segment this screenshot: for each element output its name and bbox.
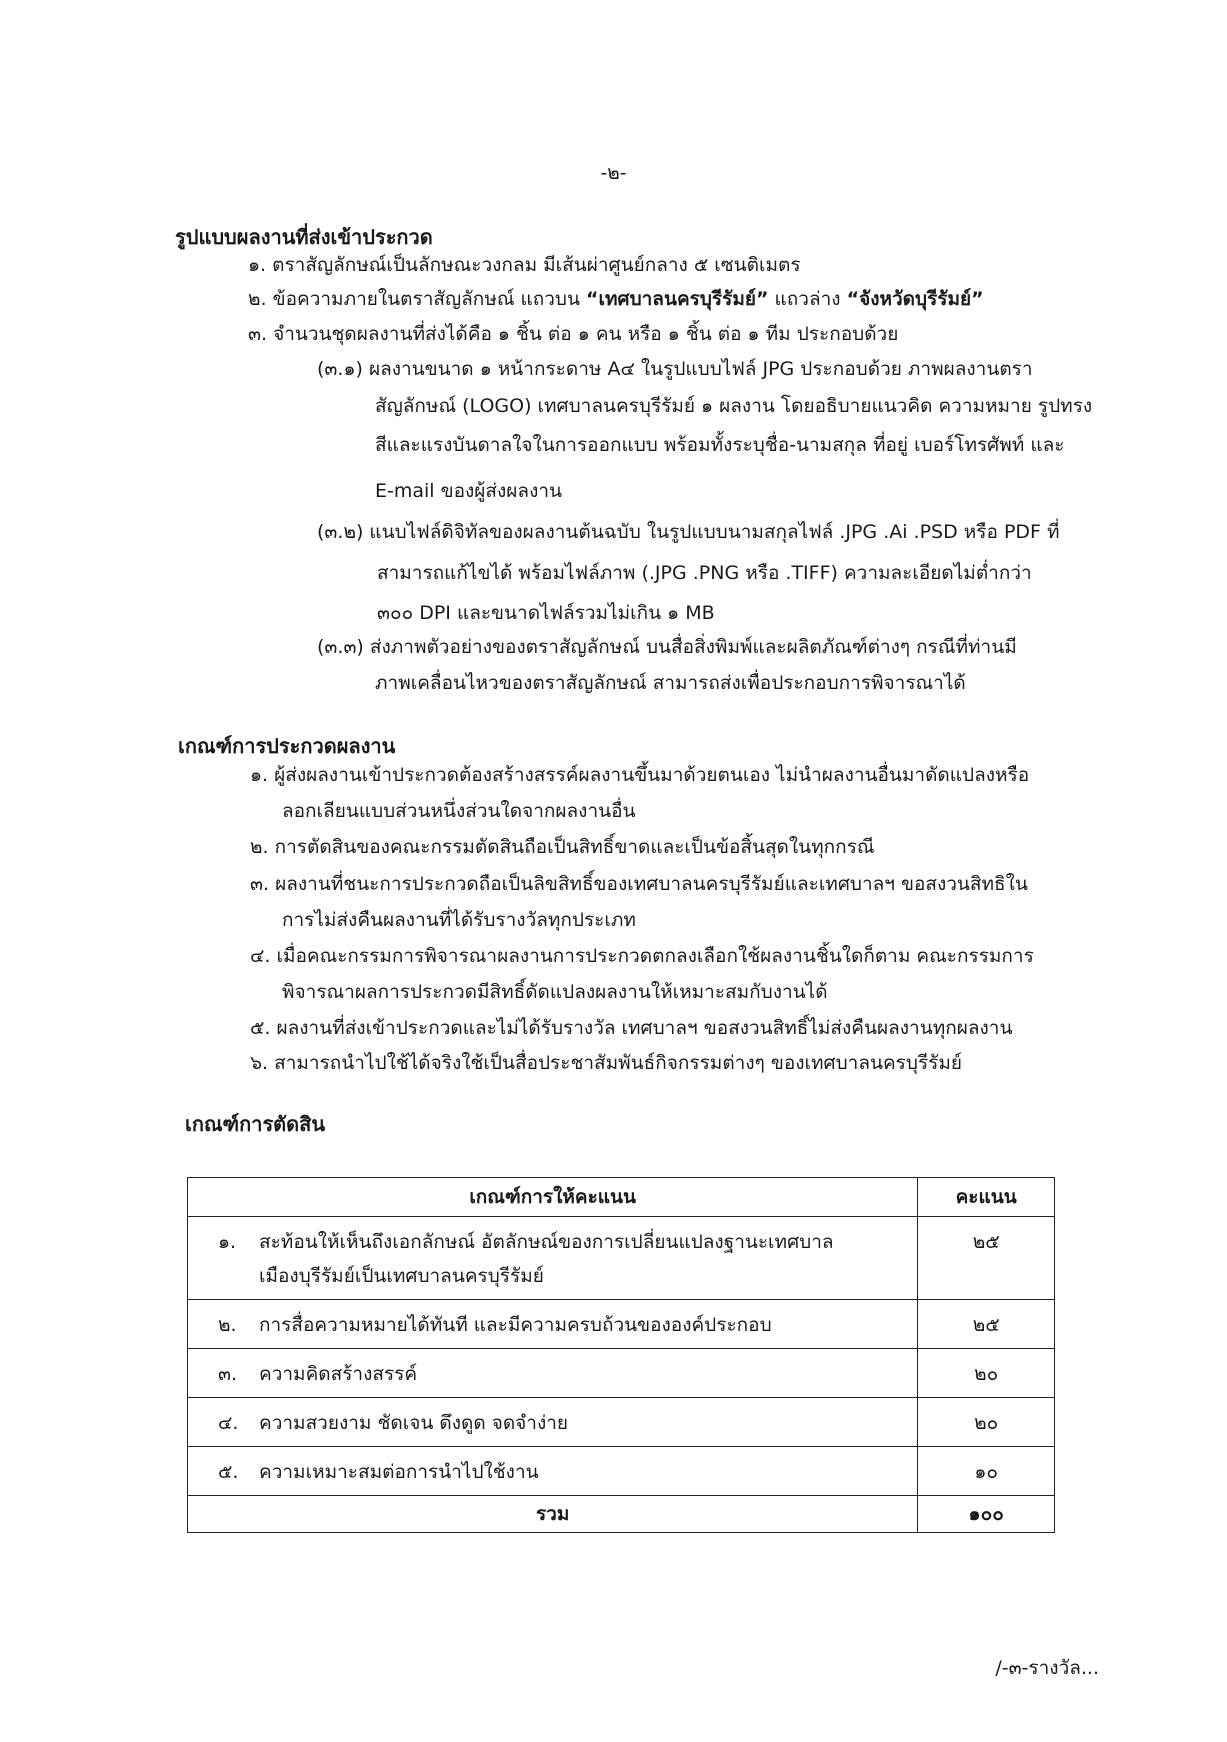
sub-item-3-1-line-4: E-mail ของผู้ส่งผลงาน: [375, 480, 563, 502]
sub-item-3-3-line-1: (๓.๓) ส่งภาพตัวอย่างของตราสัญลักษณ์ บนสื่อสิ่งพิมพ์และผลิตภัณฑ์ต่างๆ กรณีที่ท่านมี: [317, 636, 1017, 658]
format-item-2-mid: แถวล่าง: [768, 288, 847, 310]
row-score: ๒๐: [974, 1363, 999, 1385]
table-total-row: [188, 1496, 1055, 1533]
row-score: ๑๐: [974, 1461, 998, 1483]
sub-item-3-1-line-2: สัญลักษณ์ (LOGO) เทศบาลนครบุรีรัมย์ ๑ ผลงาน โดยอธิบายแนวคิด ความหมาย รูปทรง: [375, 395, 1093, 417]
contest-rule-3-line-1: ๓. ผลงานที่ชนะการประกวดถือเป็นลิขสิทธิ์ของเทศบาลนครบุรีรัมย์และเทศบาลฯ ขอสงวนสิทธิใน: [250, 873, 1028, 895]
table-row: [188, 1217, 1055, 1300]
contest-rule-4-line-1: ๔. เมื่อคณะกรรมการพิจารณาผลงานการประกวดตกลงเลือกใช้ผลงานชิ้นใดก็ตาม คณะกรรมการ: [250, 945, 1034, 967]
table-header-row: [188, 1178, 1055, 1217]
row-number: ๑.: [218, 1231, 237, 1253]
contest-rule-5: ๕. ผลงานที่ส่งเข้าประกวดและไม่ได้รับรางวัล เทศบาลฯ ขอสงวนสิทธิ์ไม่ส่งคืนผลงานทุกผลงาน: [250, 1017, 1013, 1039]
contest-rule-2: ๒. การตัดสินของคณะกรรมตัดสินถือเป็นสิทธิ์ขาดและเป็นข้อสิ้นสุดในทุกกรณี: [250, 836, 875, 858]
section-heading-judging-criteria: เกณฑ์การตัดสิน: [185, 1112, 326, 1136]
contest-rule-1-line-1: ๑. ผู้ส่งผลงานเข้าประกวดต้องสร้างสรรค์ผลงานขึ้นมาด้วยตนเอง ไม่นำผลงานอื่นมาดัดแปลงหรือ: [250, 764, 1030, 786]
header-score: คะแนน: [918, 1178, 1055, 1217]
sub-item-3-1-line-3: สีและแรงบันดาลใจในการออกแบบ พร้อมทั้งระบุชื่อ-นามสกุล ที่อยู่ เบอร์โทรศัพท์ และ: [375, 434, 1065, 456]
table-row: [188, 1398, 1055, 1447]
row-criteria-text: สะท้อนให้เห็นถึงเอกลักษณ์ อัตลักษณ์ของการเปลี่ยนแปลงฐานะเทศบาล: [259, 1231, 834, 1253]
table-row: [188, 1300, 1055, 1349]
section-heading-contest-criteria: เกณฑ์การประกวดผลงาน: [178, 734, 396, 758]
format-item-2: [248, 286, 984, 312]
header-criteria: เกณฑ์การให้คะแนน: [188, 1178, 918, 1217]
row-criteria-text: ความคิดสร้างสรรค์: [259, 1363, 418, 1385]
sub-item-3-2-line-2: สามารถแก้ไขได้ พร้อมไฟล์ภาพ (.JPG .PNG หรือ .TIFF) ความละเอียดไม่ต่ำกว่า: [377, 562, 1032, 584]
contest-rule-1-line-2: ลอกเลียนแบบส่วนหนึ่งส่วนใดจากผลงานอื่น: [282, 800, 636, 822]
row-number: ๔.: [218, 1412, 239, 1434]
row-number: ๒.: [218, 1314, 237, 1336]
total-score: ๑๐๐: [918, 1496, 1055, 1533]
sub-item-3-2-line-3: ๓๐๐ DPI และขนาดไฟล์รวมไม่เกิน ๑ MB: [377, 602, 715, 624]
row-number: ๕.: [218, 1461, 239, 1483]
section-heading-format: รูปแบบผลงานที่ส่งเข้าประกวด: [175, 225, 433, 249]
row-criteria-text-continued: เมืองบุรีรัมย์เป็นเทศบาลนครบุรีรัมย์: [259, 1265, 544, 1287]
format-item-2-prefix: ๒. ข้อความภายในตราสัญลักษณ์ แถวบน: [248, 288, 587, 310]
row-score: ๒๕: [972, 1231, 1000, 1253]
table-row: [188, 1447, 1055, 1496]
contest-rule-3-line-2: การไม่ส่งคืนผลงานที่ได้รับรางวัลทุกประเภท: [282, 909, 636, 931]
sub-item-3-1-line-1: (๓.๑) ผลงานขนาด ๑ หน้ากระดาษ A๔ ในรูปแบบไฟล์ JPG ประกอบด้วย ภาพผลงานตรา: [317, 358, 1033, 380]
next-page-indicator: /-๓-รางวัล...: [995, 1657, 1099, 1679]
format-item-1: ๑. ตราสัญลักษณ์เป็นลักษณะวงกลม มีเส้นผ่าศูนย์กลาง ๕ เซนติเมตร: [248, 254, 801, 276]
row-score: ๒๕: [972, 1314, 1000, 1336]
table-row: [188, 1349, 1055, 1398]
contest-rule-4-line-2: พิจารณาผลการประกวดมีสิทธิ์ดัดแปลงผลงานให้เหมาะสมกับงานได้: [282, 981, 828, 1003]
row-score: ๒๐: [974, 1412, 999, 1434]
format-item-3: ๓. จำนวนชุดผลงานที่ส่งได้คือ ๑ ชิ้น ต่อ ๑ คน หรือ ๑ ชิ้น ต่อ ๑ ทีม ประกอบด้วย: [248, 323, 899, 345]
row-criteria-text: ความสวยงาม ชัดเจน ดึงดูด จดจำง่าย: [259, 1412, 569, 1434]
sub-item-3-2-line-1: (๓.๒) แนบไฟล์ดิจิทัลของผลงานต้นฉบับ ในรูปแบบนามสกุลไฟล์ .JPG .Ai .PSD หรือ PDF ที่: [317, 521, 1060, 543]
row-number: ๓.: [218, 1363, 238, 1385]
page-number: -๒-: [600, 162, 627, 184]
format-item-2-top-text: “เทศบาลนครบุรีรัมย์”: [586, 288, 769, 310]
total-label: รวม: [188, 1496, 918, 1533]
scoring-table: [187, 1177, 1055, 1533]
row-criteria-text: การสื่อความหมายได้ทันที และมีความครบถ้วนขององค์ประกอบ: [259, 1314, 772, 1336]
row-criteria-text: ความเหมาะสมต่อการนำไปใช้งาน: [259, 1461, 539, 1483]
contest-rule-6: ๖. สามารถนำไปใช้ได้จริงใช้เป็นสื่อประชาสัมพันธ์กิจกรรมต่างๆ ของเทศบาลนครบุรีรัมย์: [250, 1052, 963, 1074]
format-item-2-bottom-text: “จังหวัดบุรีรัมย์”: [846, 288, 984, 310]
sub-item-3-3-line-2: ภาพเคลื่อนไหวของตราสัญลักษณ์ สามารถส่งเพื่อประกอบการพิจารณาได้: [375, 672, 966, 694]
